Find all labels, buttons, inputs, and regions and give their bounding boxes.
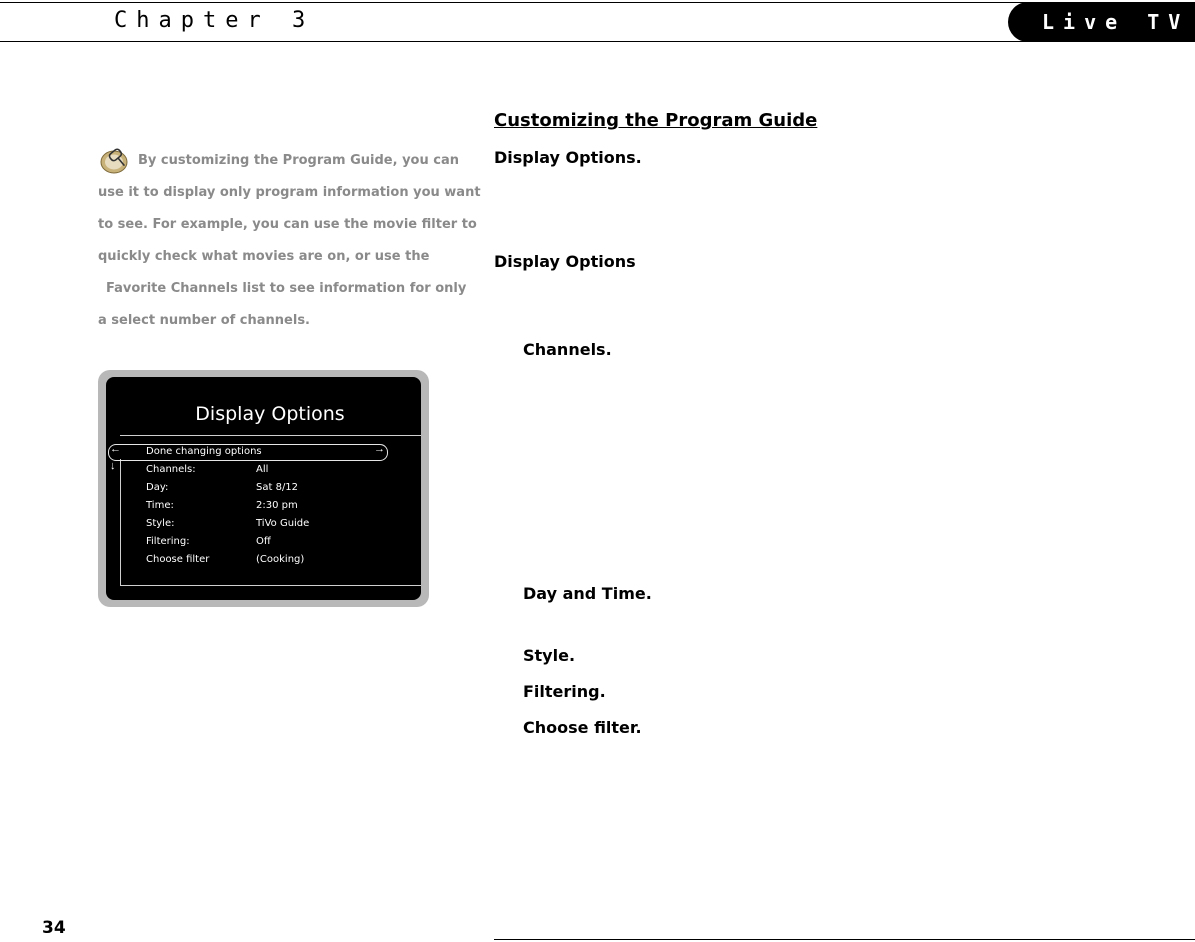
tip-text: Favorite Channels list to see information for only (106, 281, 467, 296)
tip-note (98, 144, 481, 337)
menu-item-value: Sat 8/12 (256, 482, 299, 493)
menu-item-label: Filtering: (146, 536, 190, 547)
tip-text: to see. For example, you can use the movie filter to (98, 217, 477, 232)
frame-line (120, 435, 421, 436)
menu-item-value: 2:30 pm (256, 500, 298, 511)
menu-item-label: Time: (146, 500, 174, 511)
term-day-time: Day and Time. (523, 584, 652, 603)
tip-text: use it to display only program information you want (98, 185, 481, 200)
frame-line (120, 459, 121, 585)
section-heading: Customizing the Program Guide (494, 110, 818, 131)
tip-text: quickly check what movies are on, or use the (98, 249, 430, 264)
term-filtering: Filtering. (523, 682, 606, 701)
tv-screenshot (98, 370, 429, 607)
menu-item-value: Off (256, 536, 271, 547)
term-display-options: Display Options (494, 252, 636, 271)
tv-screen (106, 377, 421, 600)
term-channels: Channels. (523, 340, 612, 359)
menu-item-label: Day: (146, 482, 169, 493)
menu-item-label: Style: (146, 518, 175, 529)
right-arrow-icon: → (374, 443, 385, 455)
tip-text: a select number of channels. (98, 313, 310, 328)
page-number: 34 (42, 918, 66, 938)
term-display-options-intro: Display Options. (494, 148, 642, 167)
frame-line (120, 585, 421, 586)
down-arrow-icon: ↓ (110, 460, 116, 472)
section-tab: Live TV (1008, 2, 1195, 42)
menu-item-value: TiVo Guide (256, 518, 310, 529)
left-arrow-icon: ← (110, 443, 121, 455)
menu-item-value: (Cooking) (256, 554, 305, 565)
screen-title: Display Options (195, 403, 345, 425)
menu-item-label: Channels: (146, 464, 196, 475)
tip-text: By customizing the Program Guide, you can (138, 153, 459, 168)
menu-item-label: Done changing options (146, 446, 262, 457)
menu-item-value: All (256, 464, 269, 475)
term-style: Style. (523, 646, 576, 665)
pushpin-icon (98, 144, 138, 176)
term-choose-filter: Choose filter. (523, 718, 642, 737)
tip-line (98, 144, 458, 177)
chapter-label: Chapter 3 (114, 8, 315, 33)
menu-item-label: Choose filter (146, 554, 210, 565)
footer-rule (494, 939, 1195, 940)
